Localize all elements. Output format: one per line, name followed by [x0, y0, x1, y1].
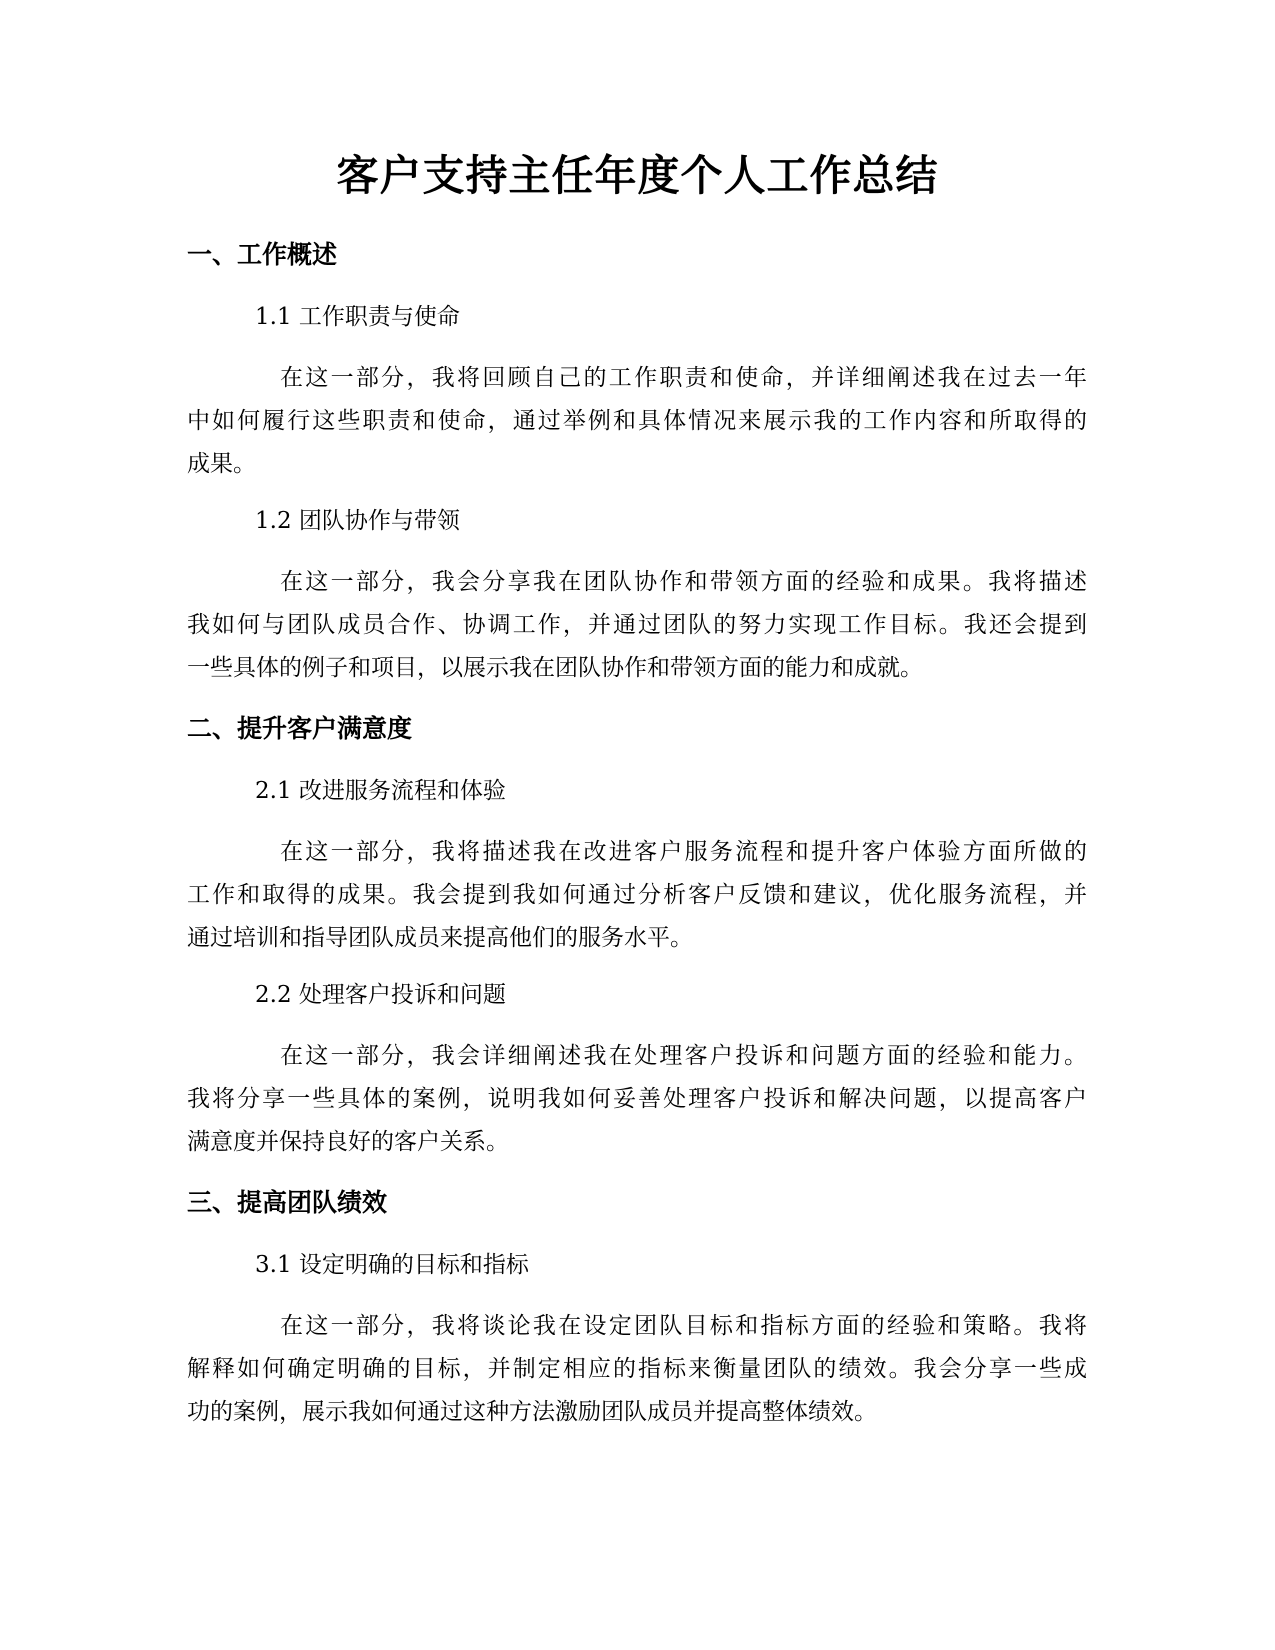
- subsection-heading-3-1: 3.1 设定明确的目标和指标: [255, 1252, 529, 1278]
- paragraph-line: 在这一部分，我将回顾自己的工作职责和使命，并详细阐述我在过去一年: [280, 365, 1087, 391]
- paragraph-line: 我将分享一些具体的案例，说明我如何妥善处理客户投诉和解决问题，以提高客户: [187, 1086, 1087, 1112]
- subsection-heading-2-2: 2.2 处理客户投诉和问题: [255, 982, 506, 1008]
- paragraph-line: 功的案例，展示我如何通过这种方法激励团队成员并提高整体绩效。: [187, 1399, 877, 1425]
- paragraph-line: 成果。: [187, 451, 256, 477]
- paragraph-3-1: [187, 1305, 1087, 1434]
- paragraph-line: 在这一部分，我会分享我在团队协作和带领方面的经验和成果。我将描述: [280, 569, 1087, 595]
- section-heading-1: 一、工作概述: [187, 240, 338, 269]
- paragraph-line: 工作和取得的成果。我会提到我如何通过分析客户反馈和建议，优化服务流程，并: [187, 882, 1087, 908]
- paragraph-line: 满意度并保持良好的客户关系。: [187, 1129, 509, 1155]
- paragraph-2-1: [187, 831, 1087, 960]
- paragraph-line: 一些具体的例子和项目，以展示我在团队协作和带领方面的能力和成就。: [187, 655, 923, 681]
- paragraph-line: 我如何与团队成员合作、协调工作，并通过团队的努力实现工作目标。我还会提到: [187, 612, 1087, 638]
- paragraph-1-1: [187, 357, 1087, 486]
- paragraph-line: 在这一部分，我将描述我在改进客户服务流程和提升客户体验方面所做的: [280, 839, 1087, 865]
- paragraph-line: 解释如何确定明确的目标，并制定相应的指标来衡量团队的绩效。我会分享一些成: [187, 1356, 1087, 1382]
- paragraph-line: 中如何履行这些职责和使命，通过举例和具体情况来展示我的工作内容和所取得的: [187, 408, 1087, 434]
- paragraph-2-2: [187, 1035, 1087, 1164]
- paragraph-line: 通过培训和指导团队成员来提高他们的服务水平。: [187, 925, 693, 951]
- subsection-heading-1-1: 1.1 工作职责与使命: [255, 304, 460, 330]
- paragraph-line: 在这一部分，我将谈论我在设定团队目标和指标方面的经验和策略。我将: [280, 1313, 1087, 1339]
- subsection-heading-1-2: 1.2 团队协作与带领: [255, 508, 460, 534]
- section-heading-2: 二、提升客户满意度: [187, 714, 413, 743]
- paragraph-line: 在这一部分，我会详细阐述我在处理客户投诉和问题方面的经验和能力。: [280, 1043, 1087, 1069]
- paragraph-1-2: [187, 561, 1087, 690]
- section-heading-3: 三、提高团队绩效: [187, 1188, 388, 1217]
- document-title: 客户支持主任年度个人工作总结: [336, 151, 939, 200]
- subsection-heading-2-1: 2.1 改进服务流程和体验: [255, 778, 506, 804]
